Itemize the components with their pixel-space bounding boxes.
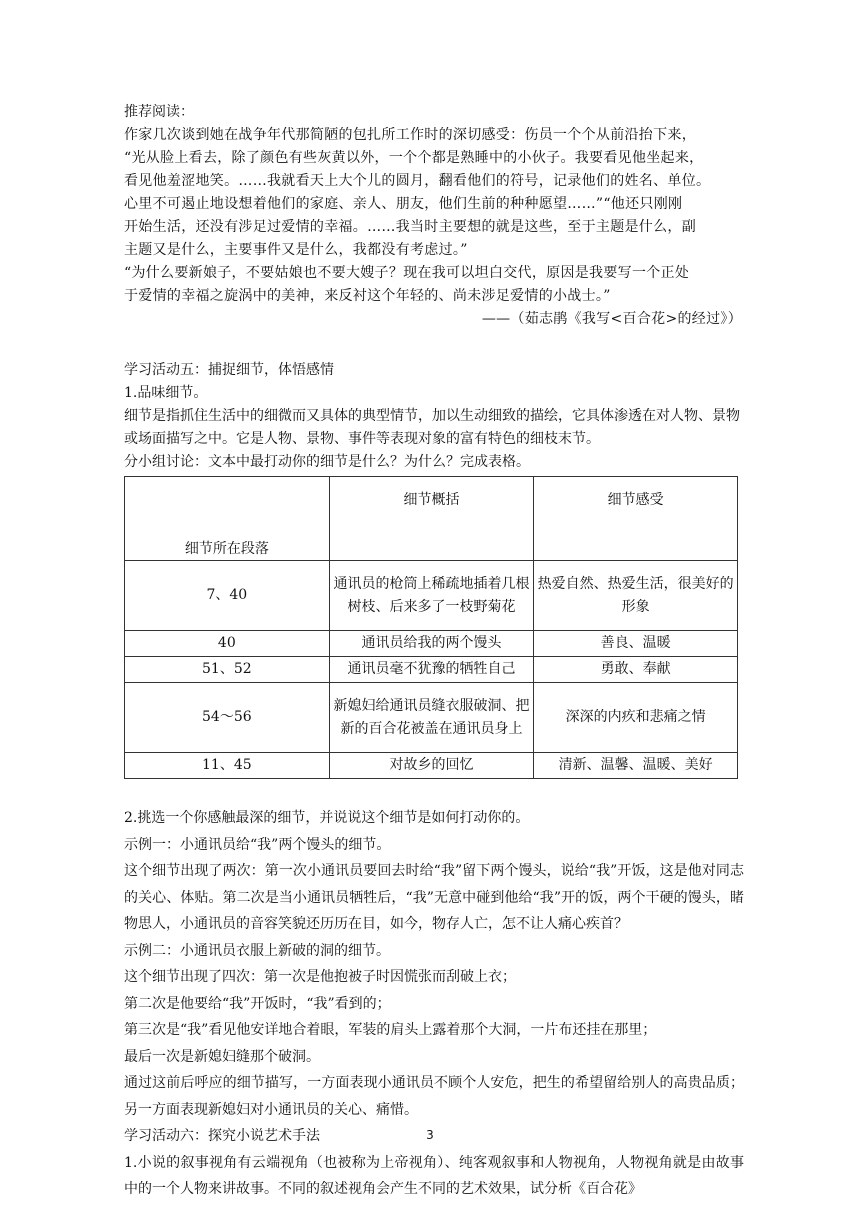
example2-title: 示例二：小通讯员衣服上新破的洞的细节。: [124, 942, 390, 959]
table-cell: 11、45: [125, 753, 330, 779]
activity6-item1: 1.小说的叙事视角有云端视角（也被称为上帝视角）、纯客观叙事和人物视角，人物视角就是由故事中的一个人物来讲故事。不同的叙述视角会产生不同的艺术效果，试分析《百合花》: [124, 1154, 744, 1197]
reading-line: “光从脸上看去，除了颜色有些灰黄以外，一个个都是熟睡中的小伙子。我要看见他坐起来，: [124, 150, 704, 166]
table-row: [125, 561, 738, 631]
reading-line: 开始生活，还没有涉足过爱情的幸福。……我当时主要想的就是这些，至于主题是什么，副: [124, 219, 696, 235]
table-header: 细节概括: [329, 477, 534, 561]
reading-heading: 推荐阅读：: [124, 104, 194, 120]
table-header: 细节所在段落: [125, 477, 330, 561]
reading-line: “为什么要新娘子，不要姑娘也不要大嫂子？现在我可以坦白交代，原因是我要写一个正处: [124, 265, 690, 281]
reading-signature: ——（茹志鹃《我写<百合花>的经过》）: [481, 311, 742, 327]
reading-line: 主题又是什么，主要事件又是什么，我都没有考虑过。”: [124, 242, 468, 258]
table-cell: 深深的内疚和悲痛之情: [534, 683, 738, 753]
table-cell: 善良、温暖: [534, 631, 738, 657]
example1-body: 这个细节出现了两次：第一次小通讯员要回去时给“我”留下两个馒头，说给“我”开饭，这是他对同志的关心、体贴。第二次是当小通讯员牺牲后，“我”无意中碰到他给“我”开的饭，两个干硬的馒头，睹物思人，小通讯员的音容笑貌还历历在目，如今，物存人亡，怎不让人痛心疾首？: [124, 863, 744, 932]
table-cell: 通讯员给我的两个馒头: [329, 631, 534, 657]
table-header: 细节感受: [534, 477, 738, 561]
example2-line: 第二次是他要给“我”开饭时，“我”看到的；: [124, 995, 391, 1012]
table-row: [125, 657, 738, 683]
table-row: [125, 683, 738, 753]
activity6-title: 学习活动六：探究小说艺术手法: [124, 1128, 320, 1144]
table-cell: 通讯员毫不犹豫的牺牲自己: [329, 657, 534, 683]
page-content: [124, 101, 744, 1203]
table-cell: 40: [125, 631, 330, 657]
reading-line: 于爱情的幸福之旋涡中的美神，来反衬这个年轻的、尚未涉足爱情的小战士。”: [124, 288, 611, 304]
activity5-discussion: 分小组讨论：文本中最打动你的细节是什么？为什么？完成表格。: [124, 454, 530, 470]
reading-quote: [124, 124, 744, 331]
table-cell: 清新、温馨、温暖、美好: [534, 753, 738, 779]
example2-line: 第三次是“我”看见他安详地合着眼，军装的肩头上露着那个大洞，一片布还挂在那里；: [124, 1022, 657, 1038]
activity5-title: 学习活动五：捕捉细节，体悟感情: [124, 362, 334, 378]
table-cell: 通讯员的枪筒上稀疏地插着几根树枝、后来多了一枝野菊花: [329, 561, 534, 631]
example2-line: 最后一次是新媳妇缝那个破洞。: [124, 1048, 320, 1065]
table-header-row: [125, 477, 738, 561]
table-cell: 新媳妇给通讯员缝衣服破洞、把新的百合花被盖在通讯员身上: [329, 683, 534, 753]
example2-line: 这个细节出现了四次：第一次是他抱被子时因慌张而刮破上衣；: [124, 969, 516, 985]
table-cell: 对故乡的回忆: [329, 753, 534, 779]
activity5-item1: 1.品味细节。: [124, 385, 208, 401]
reading-line: 作家几次谈到她在战争年代那简陋的包扎所工作时的深切感受：伤员一个个从前沿抬下来，: [124, 127, 696, 143]
reading-line: 心里不可遏止地设想着他们的家庭、亲人、朋友，他们生前的种种愿望……”“他还只刚刚: [124, 196, 683, 212]
table-cell: 热爱自然、热爱生活，很美好的形象: [534, 561, 738, 631]
table-cell: 51、52: [125, 657, 330, 683]
activity5-conclusion: 通过这前后呼应的细节描写，一方面表现小通讯员不顾个人安危，把生的希望留给别人的高贵品质；另一方面表现新媳妇对小通讯员的关心、痛惜。: [124, 1075, 744, 1118]
table-cell: 7、40: [125, 561, 330, 631]
table-cell: 54～56: [125, 683, 330, 753]
activity5-paragraph: 细节是指抓住生活中的细微而又具体的典型情节，加以生动细致的描绘，它具体渗透在对人物、景物或场面描写之中。它是人物、景物、事件等表现对象的富有特色的细枝末节。: [124, 408, 740, 447]
example1-title: 示例一：小通讯员给“我”两个馒头的细节。: [124, 836, 391, 853]
activity5-item2: 2.挑选一个你感触最深的细节，并说说这个细节是如何打动你的。: [124, 810, 530, 826]
page-number: 3: [426, 1128, 434, 1142]
table-row: [125, 631, 738, 657]
reading-line: 看见他羞涩地笑。……我就看天上大个儿的圆月，翻看他们的符号，记录他们的姓名、单位。: [124, 173, 711, 189]
table-cell: 勇敢、奉献: [534, 657, 738, 683]
detail-table: [124, 476, 738, 779]
table-row: [125, 753, 738, 779]
